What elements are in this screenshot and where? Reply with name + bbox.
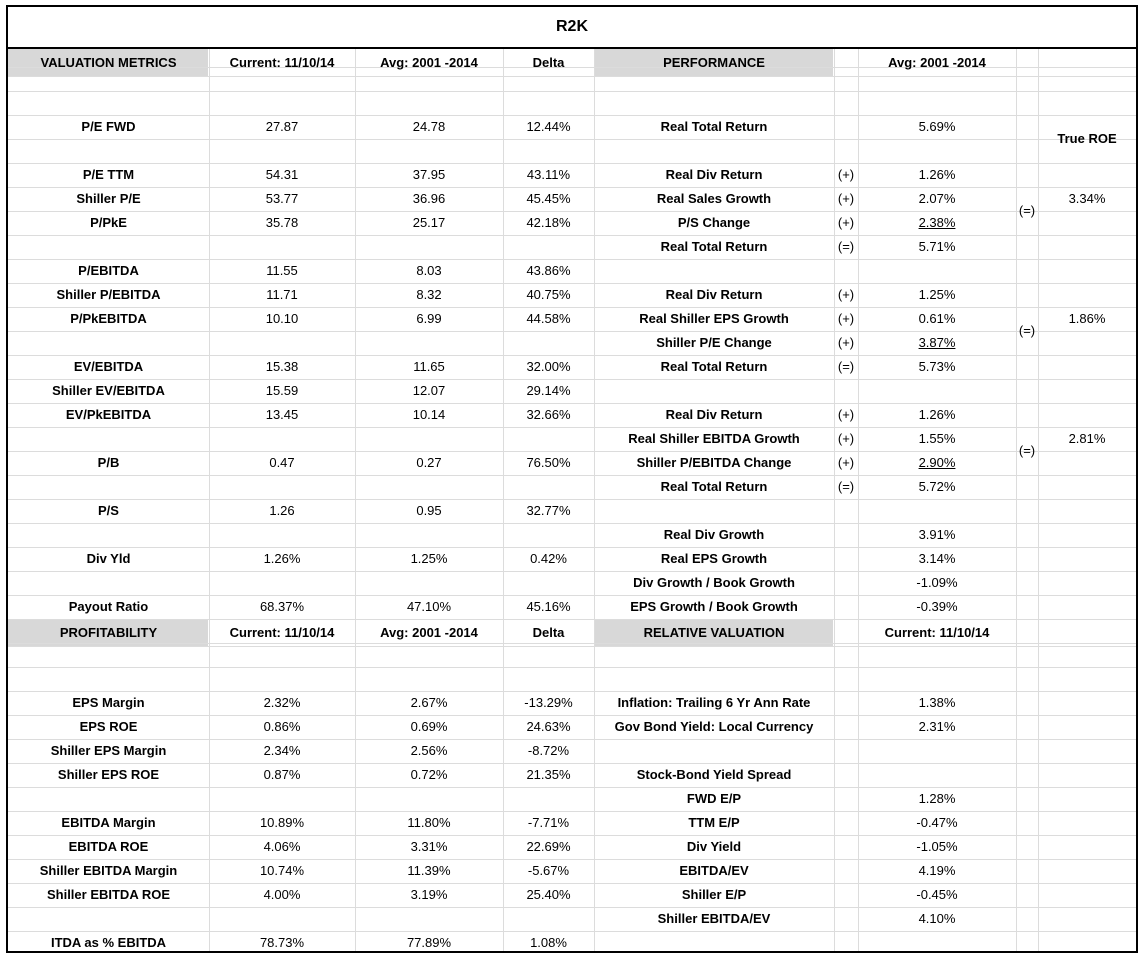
- performance-sign: (+): [837, 311, 855, 326]
- grid-column-line: [1038, 49, 1039, 951]
- performance-sign: (+): [837, 431, 855, 446]
- relative-value: -1.05%: [916, 839, 958, 854]
- performance-value: 2.07%: [918, 191, 956, 206]
- profitability-delta: 1.08%: [530, 935, 567, 950]
- performance-avg-header: Avg: 2001 -2014: [888, 55, 986, 70]
- valuation-label: EV/PkEBITDA: [65, 407, 152, 422]
- valuation-avg: 8.03: [416, 263, 442, 278]
- performance-label: Shiller P/EBITDA Change: [636, 455, 792, 470]
- performance-sign: (+): [837, 335, 855, 350]
- profitability-delta: -7.71%: [527, 815, 570, 830]
- profitability-delta: 21.35%: [526, 767, 571, 782]
- profitability-header-2: Avg: 2001 -2014: [380, 625, 478, 640]
- valuation-label: P/B: [97, 455, 120, 470]
- valuation-current: 54.31: [265, 167, 299, 182]
- valuation-delta: 32.00%: [526, 359, 571, 374]
- performance-value: 1.26%: [918, 167, 956, 182]
- valuation-label: P/EBITDA: [78, 263, 139, 278]
- relative-value: 2.31%: [918, 719, 956, 734]
- relative-value: 1.28%: [918, 791, 956, 806]
- relative-value: 1.38%: [918, 695, 956, 710]
- valuation-header-3: Delta: [532, 55, 565, 70]
- performance-label: Real Total Return: [660, 239, 768, 254]
- relative-label: Shiller E/P: [681, 887, 747, 902]
- profitability-current: 2.34%: [263, 743, 301, 758]
- valuation-delta: 32.77%: [526, 503, 571, 518]
- performance-value: 1.55%: [918, 431, 956, 446]
- relative-header: RELATIVE VALUATION: [643, 625, 785, 640]
- performance-label: Real Shiller EPS Growth: [639, 311, 789, 326]
- roe-sign: (=): [1018, 443, 1036, 458]
- performance-label: Real EPS Growth: [660, 551, 768, 566]
- valuation-current: 1.26%: [263, 551, 301, 566]
- performance-sign: (=): [837, 239, 855, 254]
- performance-sign: (+): [837, 167, 855, 182]
- relative-label: Stock-Bond Yield Spread: [636, 767, 792, 782]
- profitability-current: 0.87%: [263, 767, 301, 782]
- valuation-label: Shiller P/EBITDA: [56, 287, 161, 302]
- sheet-title: R2K: [8, 7, 1136, 49]
- valuation-label: Div Yld: [86, 551, 131, 566]
- profitability-avg: 3.19%: [410, 887, 448, 902]
- performance-value: -1.09%: [916, 575, 958, 590]
- valuation-delta: 45.45%: [526, 191, 571, 206]
- performance-sign: (+): [837, 287, 855, 302]
- valuation-current: 1.26: [269, 503, 295, 518]
- performance-value: 5.71%: [918, 239, 956, 254]
- performance-label: Real Div Return: [665, 167, 763, 182]
- performance-value: 3.14%: [918, 551, 956, 566]
- valuation-avg: 24.78: [412, 119, 446, 134]
- grid-row-line: [8, 646, 1136, 647]
- grid-row-line: [8, 619, 1136, 620]
- relative-label: TTM E/P: [688, 815, 740, 830]
- valuation-delta: 43.11%: [526, 167, 571, 182]
- profitability-avg: 11.80%: [407, 815, 451, 830]
- performance-header: PERFORMANCE: [663, 55, 765, 70]
- valuation-avg: 47.10%: [406, 599, 452, 614]
- true-roe-value: 1.86%: [1068, 311, 1106, 326]
- profitability-label: Shiller EPS Margin: [50, 743, 167, 758]
- valuation-label: Shiller EV/EBITDA: [52, 383, 165, 398]
- valuation-delta: 45.16%: [526, 599, 571, 614]
- performance-label: EPS Growth / Book Growth: [630, 599, 798, 614]
- relative-value: 4.19%: [918, 863, 956, 878]
- performance-label: Real Total Return: [660, 479, 768, 494]
- valuation-current: 11.71: [266, 287, 298, 302]
- relative-label: EBITDA/EV: [679, 863, 749, 878]
- relative-value: -0.45%: [916, 887, 958, 902]
- profitability-avg: 3.31%: [410, 839, 448, 854]
- profitability-label: Shiller EBITDA ROE: [46, 887, 171, 902]
- performance-label: Real Div Return: [665, 407, 763, 422]
- profitability-label: ITDA as % EBITDA: [50, 935, 167, 950]
- valuation-label: P/S: [98, 503, 119, 518]
- valuation-current: 11.55: [266, 263, 298, 278]
- valuation-delta: 43.86%: [526, 263, 571, 278]
- valuation-current: 15.38: [265, 359, 299, 374]
- profitability-avg: 2.67%: [410, 695, 448, 710]
- profitability-label: EPS Margin: [72, 695, 145, 710]
- profitability-label: Shiller EBITDA Margin: [39, 863, 178, 878]
- profitability-current: 10.74%: [259, 863, 305, 878]
- spreadsheet: [6, 5, 1138, 953]
- valuation-avg: 37.95: [412, 167, 446, 182]
- profitability-current: 10.89%: [259, 815, 305, 830]
- profitability-avg: 2.56%: [410, 743, 448, 758]
- valuation-avg: 25.17: [412, 215, 446, 230]
- valuation-delta: 44.58%: [526, 311, 571, 326]
- roe-sign: (=): [1018, 323, 1036, 338]
- profitability-header-3: Delta: [532, 625, 565, 640]
- performance-label: P/S Change: [677, 215, 751, 230]
- relative-label: Div Yield: [686, 839, 742, 854]
- profitability-current: 4.06%: [263, 839, 301, 854]
- performance-label: Real Sales Growth: [656, 191, 772, 206]
- performance-sign: (+): [837, 407, 855, 422]
- valuation-header-0: VALUATION METRICS: [40, 55, 177, 70]
- profitability-header-1: Current: 11/10/14: [229, 625, 335, 640]
- profitability-avg: 0.69%: [410, 719, 448, 734]
- performance-value: 5.73%: [918, 359, 956, 374]
- profitability-label: EPS ROE: [79, 719, 138, 734]
- profitability-delta: -13.29%: [524, 695, 573, 710]
- relative-label: FWD E/P: [686, 791, 742, 806]
- performance-label: Shiller P/E Change: [656, 335, 772, 350]
- profitability-delta: 24.63%: [526, 719, 571, 734]
- true-roe-value: 3.34%: [1068, 191, 1106, 206]
- grid-row-line: [8, 667, 1136, 668]
- profitability-header-0: PROFITABILITY: [59, 625, 158, 640]
- profitability-avg: 77.89%: [406, 935, 452, 950]
- valuation-avg: 36.96: [412, 191, 446, 206]
- valuation-delta: 0.42%: [530, 551, 567, 566]
- performance-label: Real Div Growth: [663, 527, 765, 542]
- profitability-label: EBITDA Margin: [61, 815, 156, 830]
- valuation-avg: 12.07: [412, 383, 446, 398]
- valuation-label: P/PkEBITDA: [70, 311, 147, 326]
- grid-row-line: [8, 76, 1136, 77]
- valuation-label: Payout Ratio: [68, 599, 149, 614]
- performance-label: Real Shiller EBITDA Growth: [628, 431, 800, 446]
- profitability-delta: -8.72%: [527, 743, 570, 758]
- valuation-current: 35.78: [265, 215, 299, 230]
- performance-value: 2.38%: [918, 215, 956, 230]
- valuation-label: Shiller P/E: [76, 191, 141, 206]
- relative-value: 4.10%: [918, 911, 956, 926]
- valuation-delta: 76.50%: [526, 455, 571, 470]
- profitability-delta: 25.40%: [526, 887, 571, 902]
- valuation-delta: 42.18%: [526, 215, 571, 230]
- performance-value: 3.91%: [918, 527, 956, 542]
- valuation-avg: 11.65: [413, 359, 445, 374]
- valuation-avg: 1.25%: [410, 551, 448, 566]
- valuation-current: 53.77: [265, 191, 299, 206]
- performance-label: Real Total Return: [660, 119, 768, 134]
- relative-label: Inflation: Trailing 6 Yr Ann Rate: [617, 695, 811, 710]
- valuation-avg: 0.27: [416, 455, 442, 470]
- valuation-avg: 6.99: [416, 311, 442, 326]
- valuation-avg: 0.95: [416, 503, 442, 518]
- roe-sign: (=): [1018, 203, 1036, 218]
- valuation-header-2: Avg: 2001 -2014: [380, 55, 478, 70]
- grid-row-line: [8, 139, 1136, 140]
- performance-value: 5.72%: [918, 479, 956, 494]
- valuation-label: P/E TTM: [82, 167, 135, 182]
- true-roe-header: True ROE: [1057, 131, 1117, 146]
- performance-value: 0.61%: [918, 311, 956, 326]
- valuation-delta: 29.14%: [526, 383, 571, 398]
- valuation-current: 13.45: [265, 407, 299, 422]
- performance-sign: (=): [837, 479, 855, 494]
- valuation-delta: 32.66%: [526, 407, 571, 422]
- profitability-current: 4.00%: [263, 887, 301, 902]
- performance-value: 3.87%: [918, 335, 956, 350]
- valuation-current: 15.59: [265, 383, 299, 398]
- performance-value: 1.26%: [918, 407, 956, 422]
- relative-current-header: Current: 11/10/14: [884, 625, 990, 640]
- relative-value: -0.47%: [916, 815, 958, 830]
- performance-value: 1.25%: [918, 287, 956, 302]
- profitability-avg: 0.72%: [410, 767, 448, 782]
- relative-label: Gov Bond Yield: Local Currency: [614, 719, 814, 734]
- performance-sign: (+): [837, 455, 855, 470]
- grid-row-line: [8, 91, 1136, 92]
- relative-label: Shiller EBITDA/EV: [657, 911, 771, 926]
- grid-column-line: [1016, 49, 1017, 951]
- profitability-delta: 22.69%: [526, 839, 571, 854]
- valuation-header-1: Current: 11/10/14: [229, 55, 335, 70]
- profitability-current: 78.73%: [259, 935, 305, 950]
- profitability-label: EBITDA ROE: [68, 839, 149, 854]
- valuation-label: P/E FWD: [81, 119, 136, 134]
- profitability-label: Shiller EPS ROE: [57, 767, 160, 782]
- true-roe-value: 2.81%: [1068, 431, 1106, 446]
- performance-sign: (+): [837, 215, 855, 230]
- performance-sign: (+): [837, 191, 855, 206]
- valuation-current: 68.37%: [259, 599, 305, 614]
- valuation-label: P/PkE: [90, 215, 127, 230]
- performance-value: 2.90%: [918, 455, 956, 470]
- valuation-delta: 12.44%: [526, 119, 571, 134]
- valuation-current: 10.10: [265, 311, 299, 326]
- valuation-avg: 10.14: [412, 407, 446, 422]
- valuation-current: 0.47: [269, 455, 295, 470]
- performance-value: -0.39%: [916, 599, 958, 614]
- profitability-current: 0.86%: [263, 719, 301, 734]
- performance-label: Div Growth / Book Growth: [633, 575, 795, 590]
- valuation-avg: 8.32: [416, 287, 442, 302]
- profitability-delta: -5.67%: [527, 863, 570, 878]
- valuation-current: 27.87: [265, 119, 299, 134]
- performance-label: Real Div Return: [665, 287, 763, 302]
- performance-label: Real Total Return: [660, 359, 768, 374]
- valuation-label: EV/EBITDA: [73, 359, 144, 374]
- performance-value: 5.69%: [918, 119, 956, 134]
- profitability-avg: 11.39%: [407, 863, 451, 878]
- profitability-current: 2.32%: [263, 695, 301, 710]
- valuation-delta: 40.75%: [526, 287, 571, 302]
- performance-sign: (=): [837, 359, 855, 374]
